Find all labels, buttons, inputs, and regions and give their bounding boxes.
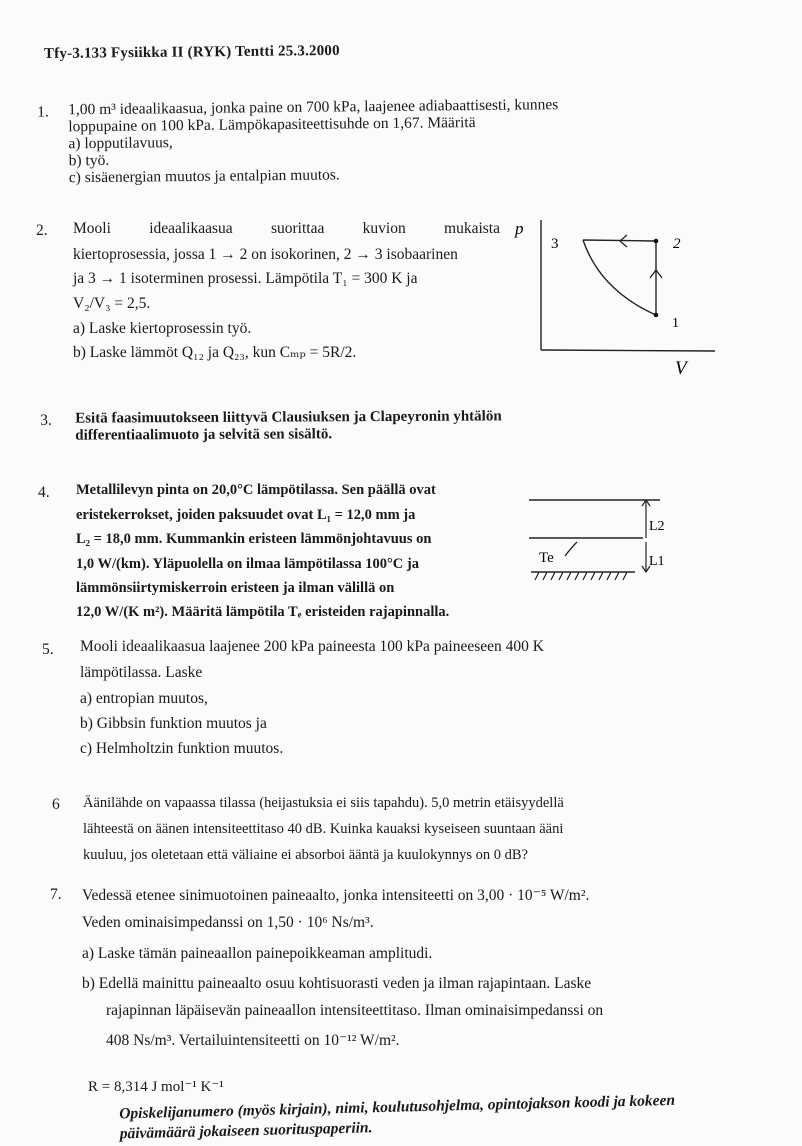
l1-label: L1	[649, 554, 665, 569]
problem-text: a) entropian muutos,	[80, 690, 208, 707]
problem-text: lämmönsiirtymiskerroin eristeen ja ilman välillä on	[76, 580, 395, 596]
v-axis	[541, 350, 715, 351]
word: ideaalikaasua	[149, 220, 233, 237]
arrow-icon	[565, 542, 577, 556]
footer-text: päivämäärä jokaiseen suorituspaperiin.	[119, 1119, 373, 1143]
word: kuvion	[362, 220, 406, 237]
problem-text: kuuluu, jos oletetaan että väliaine ei absorboi ääntä ja kuulokynnys on 0 dB?	[83, 847, 528, 863]
problem-text: eristekerrokset, joiden paksuudet ovat L₁ = 12,0 mm ja	[76, 507, 416, 523]
l2-label: L2	[649, 519, 665, 534]
problem-text: lämpötilassa. Laske	[80, 664, 203, 681]
word: mukaista	[444, 220, 500, 237]
problem-text: a) lopputilavuus,	[68, 134, 173, 153]
problem-number: 7.	[50, 886, 62, 903]
problem-text: 12,0 W/(K m²). Määritä lämpötila Tₑ eristeiden rajapinnalla.	[76, 604, 450, 620]
problem-text: b) Gibbsin funktion muutos ja	[80, 715, 267, 732]
problem-text: b) työ.	[68, 151, 110, 170]
problem-text: Metallilevyn pinta on 20,0°C lämpötilassa. Sen päällä ovat	[76, 482, 436, 498]
problem-text: Vedessä etenee sinimuotoinen paineaalto, jonka intensiteetti on 3,00 · 10⁻⁵ W/m².	[82, 887, 590, 904]
problem-number: 6	[52, 796, 60, 813]
problem-text: Äänilähde on vapaassa tilassa (heijastuksia ei siis tapahdu). 5,0 metrin etäisyydellä	[83, 795, 564, 811]
problem-text: Esitä faasimuutokseen liittyvä Clausiuksen ja Clapeyronin yhtälön	[75, 408, 502, 427]
pv-diagram	[505, 210, 735, 385]
problem-number: 3.	[40, 411, 52, 429]
problem-text: L₂ = 18,0 mm. Kummankin eristeen lämmönjohtavuus on	[76, 531, 432, 547]
problem-text: Mooli ideaalikaasua laajenee 200 kPa paineesta 100 kPa paineeseen 400 K	[80, 638, 544, 655]
isobaric-2-3	[583, 240, 655, 241]
problem-text: differentiaalimuoto ja selvitä sen sisältö.	[75, 426, 333, 444]
problem-text: lähteestä on äänen intensiteettitaso 40 dB. Kuinka kauaksi kyseiseen suuntaan ääni	[83, 821, 564, 837]
problem-number: 2.	[36, 222, 48, 239]
point-2	[654, 239, 659, 244]
v-axis-label: V	[675, 358, 687, 379]
point-3-label: 3	[551, 236, 559, 252]
isothermal-3-1	[583, 240, 656, 315]
problem-number: 5.	[42, 641, 54, 658]
point-2-label: 2	[673, 236, 681, 252]
problem-text: c) sisäenergian muutos ja entalpian muutos.	[68, 166, 340, 187]
problem-text: rajapinnan läpäisevän paineaallon intensiteettitaso. Ilman ominaisimpedanssi on	[106, 1002, 604, 1019]
problem-number: 4.	[38, 484, 50, 501]
point-1	[654, 313, 659, 318]
problem-text: a) Laske kiertoprosessin työ.	[73, 320, 252, 337]
word: Mooli	[73, 220, 111, 237]
problem-text: Veden ominaisimpedanssi on 1,50 · 10⁶ Ns/m³.	[82, 914, 374, 931]
problem-text: 1,0 W/(km). Yläpuolella on ilmaa lämpötilassa 100°C ja	[76, 556, 419, 572]
word: suorittaa	[270, 220, 325, 237]
problem-text: c) Helmholtzin funktion muutos.	[80, 740, 284, 757]
problem-text: kiertoprosessia, jossa 1 → 2 on isokorinen, 2 → 3 isobaarinen	[73, 246, 458, 263]
problem-text: b) Laske lämmöt Q₁₂ ja Q₂₃, kun Cₘₚ = 5R/2.	[73, 344, 357, 361]
problem-text: a) Laske tämän paineaallon painepoikkeaman amplitudi.	[82, 945, 433, 962]
insulation-diagram	[525, 490, 685, 590]
problem-text: 408 Ns/m³. Vertailuintensiteetti on 10⁻¹² W/m².	[106, 1032, 400, 1049]
point-1-label: 1	[672, 316, 679, 331]
p-axis-label: p	[515, 219, 524, 238]
problem-text: loppupaine on 100 kPa. Lämpökapasiteettisuhde on 1,67. Määritä	[68, 114, 476, 136]
problem-text: 1,00 m³ ideaalikaasua, jonka paine on 700 kPa, laajenee adiabaattisesti, kunnes	[68, 96, 559, 119]
footer-text: Opiskelijanumero (myös kirjain), nimi, koulutusohjelma, opintojakson koodi ja kokeen	[119, 1091, 676, 1123]
page-title: Tfy-3.133 Fysiikka II (RYK) Tentti 25.3.2000	[43, 42, 340, 62]
problem-number: 1.	[37, 103, 49, 121]
problem-text: b) Edellä mainittu paineaalto osuu kohtisuorasti veden ja ilman rajapintaan. Laske	[82, 975, 592, 992]
problem-text: ja 3 → 1 isoterminen prosessi. Lämpötila T₁ = 300 K ja	[73, 270, 418, 287]
problem-text	[73, 220, 500, 238]
te-label: Te	[539, 550, 554, 566]
gas-constant: R = 8,314 J mol⁻¹ K⁻¹	[88, 1079, 224, 1095]
hatching	[535, 572, 627, 580]
problem-text: V₂/V₃ = 2,5.	[73, 295, 151, 312]
